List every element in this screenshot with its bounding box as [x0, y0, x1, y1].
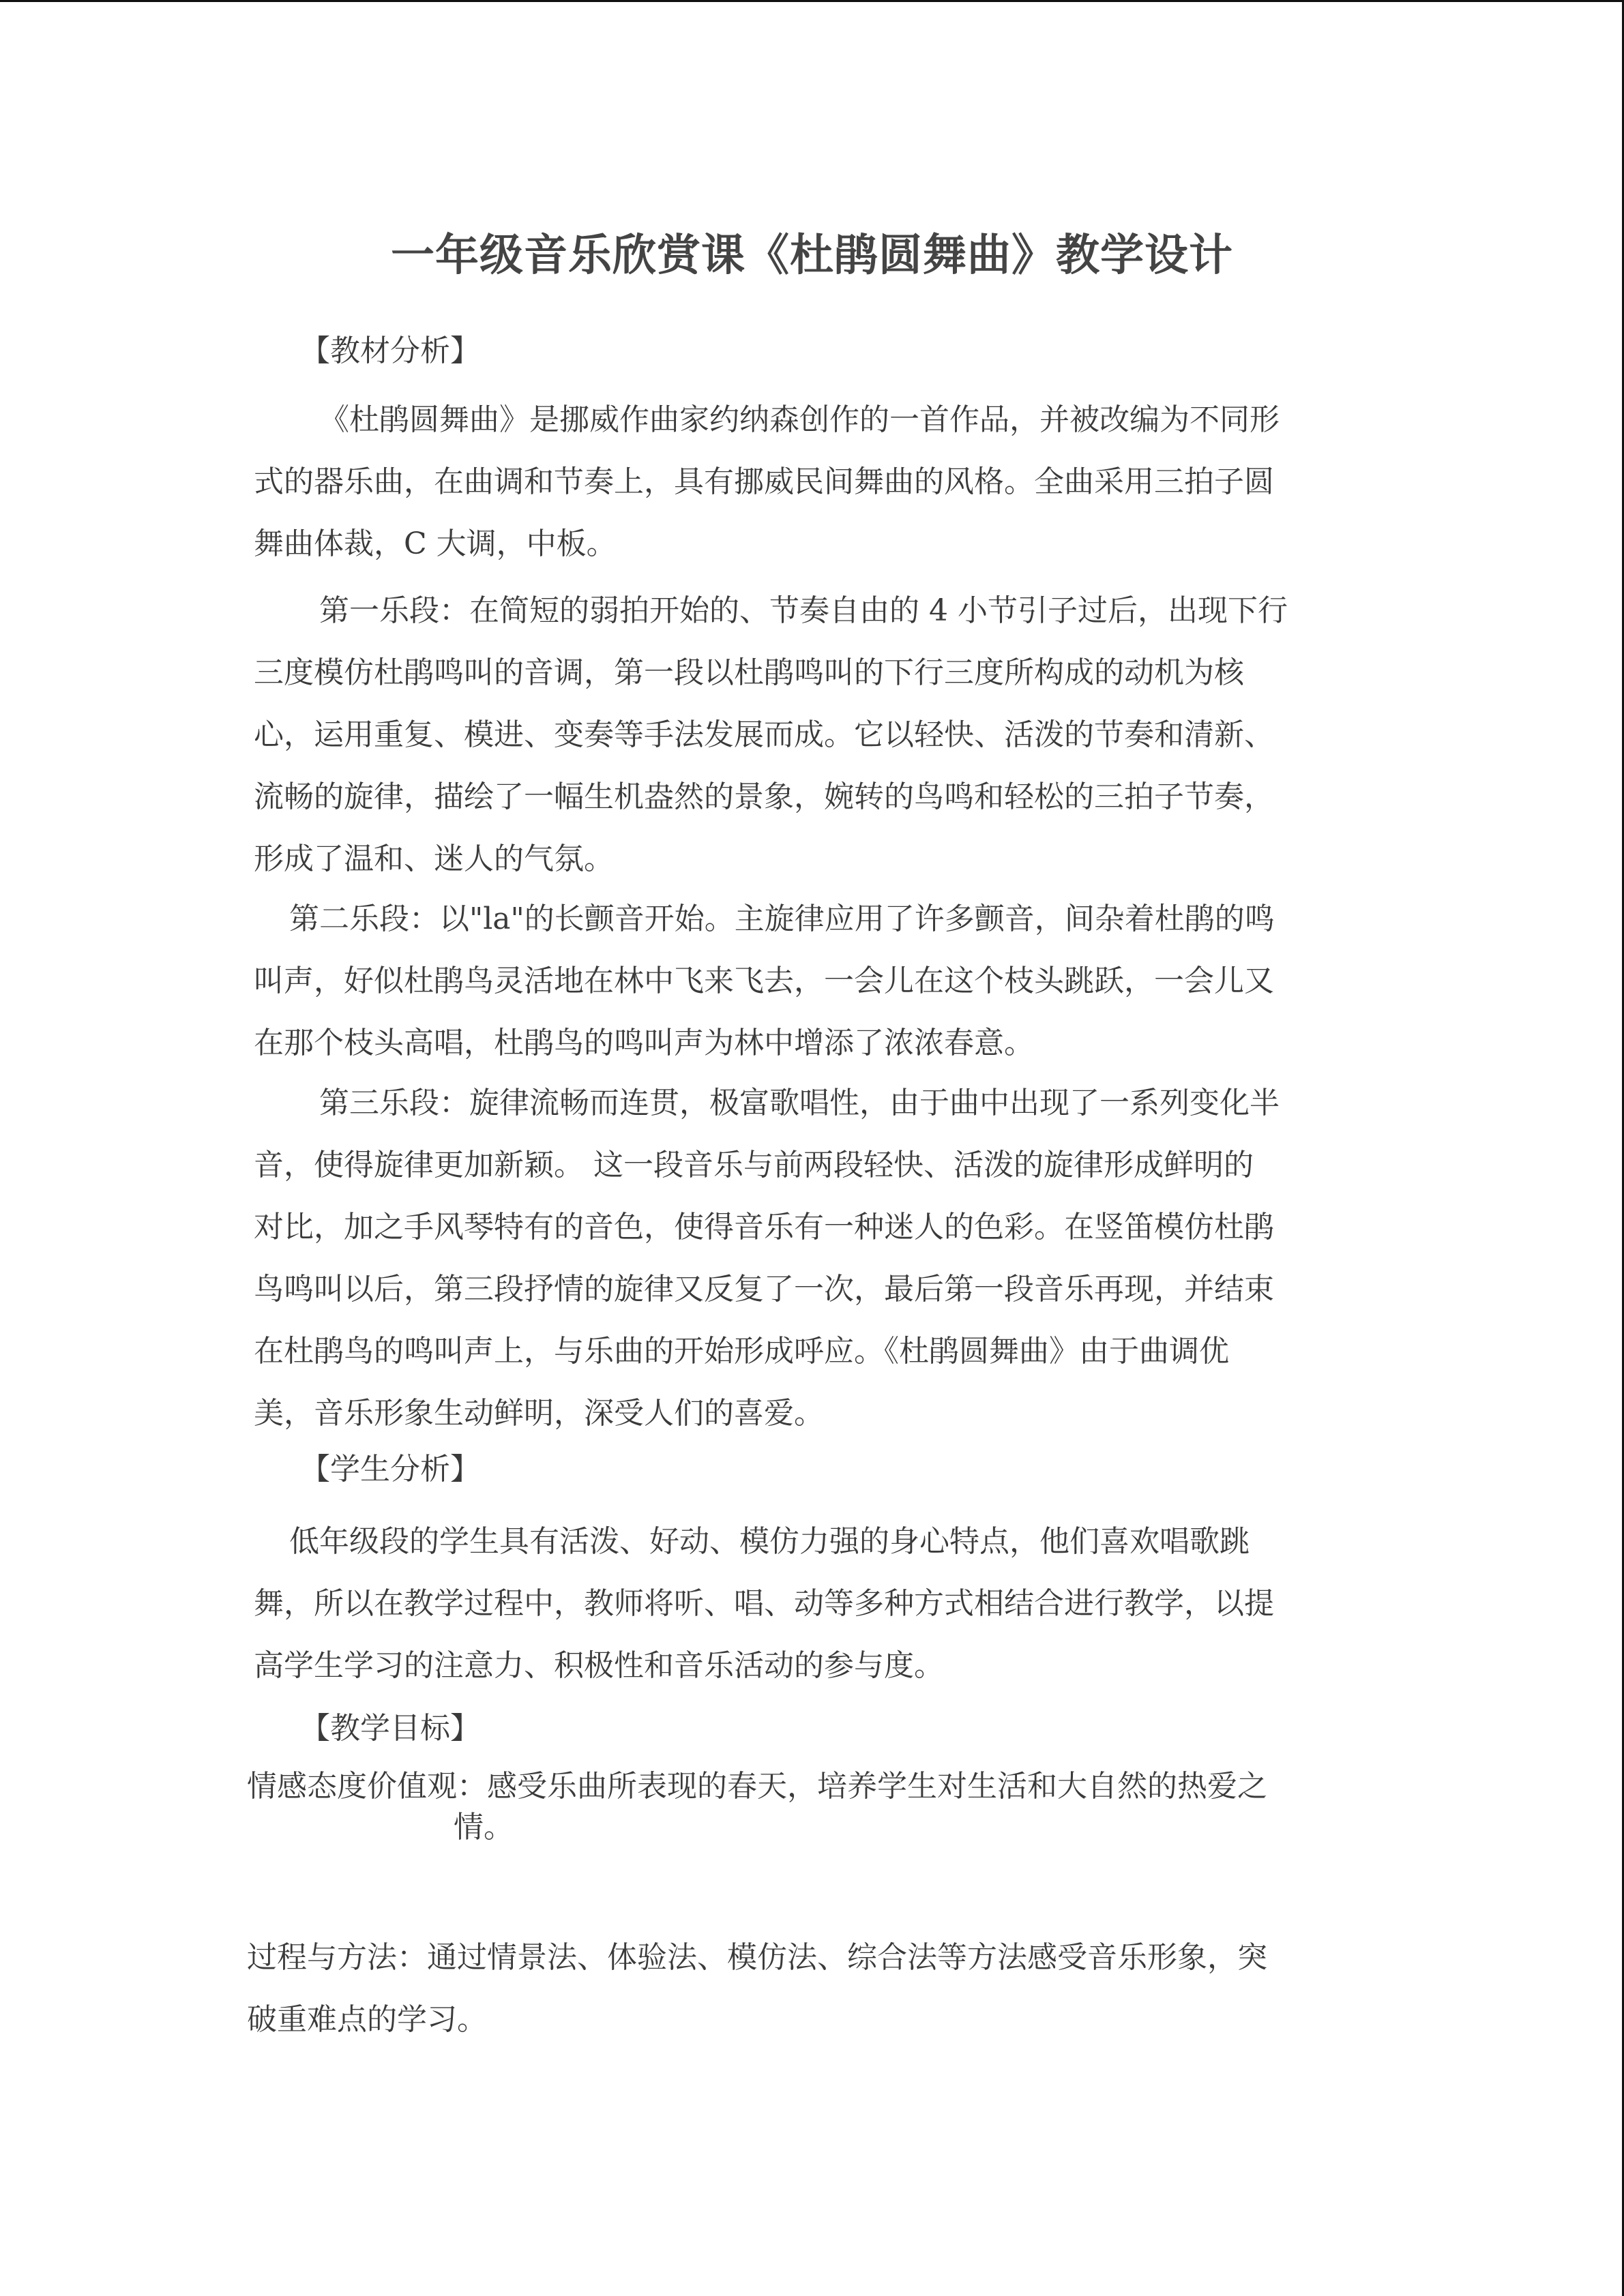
text-line: 对比，加之手风琴特有的音色，使得音乐有一种迷人的色彩。在竖笛模仿杜鹃 — [254, 1210, 1274, 1244]
text-line: 式的器乐曲，在曲调和节奏上，具有挪威民间舞曲的风格。全曲采用三拍子圆 — [254, 464, 1274, 499]
text-line: 形成了温和、迷人的气氛。 — [254, 841, 614, 876]
text-line: 《杜鹃圆舞曲》是挪威作曲家约纳森创作的一首作品，并被改编为不同形 — [319, 402, 1280, 437]
text-line: 过程与方法：通过情景法、体验法、模仿法、综合法等方法感受音乐形象，突 — [247, 1940, 1267, 1975]
text-line: 流畅的旋律，描绘了一幅生机盎然的景象，婉转的鸟鸣和轻松的三拍子节奏， — [254, 779, 1274, 814]
text-line: 第二乐段：以"la"的长颤音开始。主旋律应用了许多颤音，间杂着杜鹃的鸣 — [289, 901, 1275, 936]
paragraph-intro — [254, 389, 1372, 575]
text-line: 低年级段的学生具有活泼、好动、模仿力强的身心特点，他们喜欢唱歌跳 — [289, 1524, 1250, 1559]
text-line: 在那个枝头高唱，杜鹃鸟的鸣叫声为林中增添了浓浓春意。 — [254, 1026, 1034, 1060]
text-line: 高学生学习的注意力、积极性和音乐活动的参与度。 — [254, 1648, 944, 1683]
text-line: 心，运用重复、模进、变奏等手法发展而成。它以轻快、活泼的节奏和清新、 — [254, 717, 1274, 752]
text-line: 舞，所以在教学过程中，教师将听、唱、动等多种方式相结合进行教学，以提 — [254, 1586, 1274, 1621]
text-line: 音，使得旋律更加新颖。 这一段音乐与前两段轻快、活泼的旋律形成鲜明的 — [254, 1148, 1254, 1182]
goal-emotion-line-1: 情感态度价值观：感受乐曲所表现的春天，培养学生对生活和大自然的热爱之 — [247, 1769, 1267, 1804]
paragraph-part-2 — [254, 888, 1372, 1074]
paragraph-process-method — [247, 1926, 1365, 2051]
paragraph-part-3 — [254, 1072, 1372, 1444]
heading-student-analysis: 【学生分析】 — [300, 1452, 480, 1487]
paragraph-part-1 — [254, 580, 1372, 890]
text-line: 叫声，好似杜鹃鸟灵活地在林中飞来飞去，一会儿在这个枝头跳跃，一会儿又 — [254, 964, 1274, 998]
heading-material-analysis: 【教材分析】 — [300, 333, 480, 368]
goal-emotion-line-2: 情。 — [454, 1810, 514, 1845]
text-line: 破重难点的学习。 — [247, 2002, 487, 2037]
text-line: 在杜鹃鸟的鸣叫声上，与乐曲的开始形成呼应。《杜鹃圆舞曲》由于曲调优 — [254, 1334, 1229, 1369]
heading-teaching-goals: 【教学目标】 — [300, 1711, 480, 1746]
document-title: 一年级音乐欣赏课《杜鹃圆舞曲》教学设计 — [391, 230, 1233, 281]
text-line: 第三乐段：旋律流畅而连贯，极富歌唱性，由于曲中出现了一系列变化半 — [319, 1086, 1280, 1120]
paragraph-student-analysis — [254, 1510, 1372, 1697]
text-line: 三度模仿杜鹃鸣叫的音调，第一段以杜鹃鸣叫的下行三度所构成的动机为核 — [254, 655, 1244, 690]
text-line: 鸟鸣叫以后，第三段抒情的旋律又反复了一次，最后第一段音乐再现，并结束 — [254, 1272, 1274, 1307]
text-line: 第一乐段：在简短的弱拍开始的、节奏自由的 4 小节引子过后，出现下行 — [319, 593, 1288, 628]
text-line: 美，音乐形象生动鲜明，深受人们的喜爱。 — [254, 1396, 824, 1431]
text-line: 舞曲体裁，C 大调，中板。 — [254, 526, 617, 561]
